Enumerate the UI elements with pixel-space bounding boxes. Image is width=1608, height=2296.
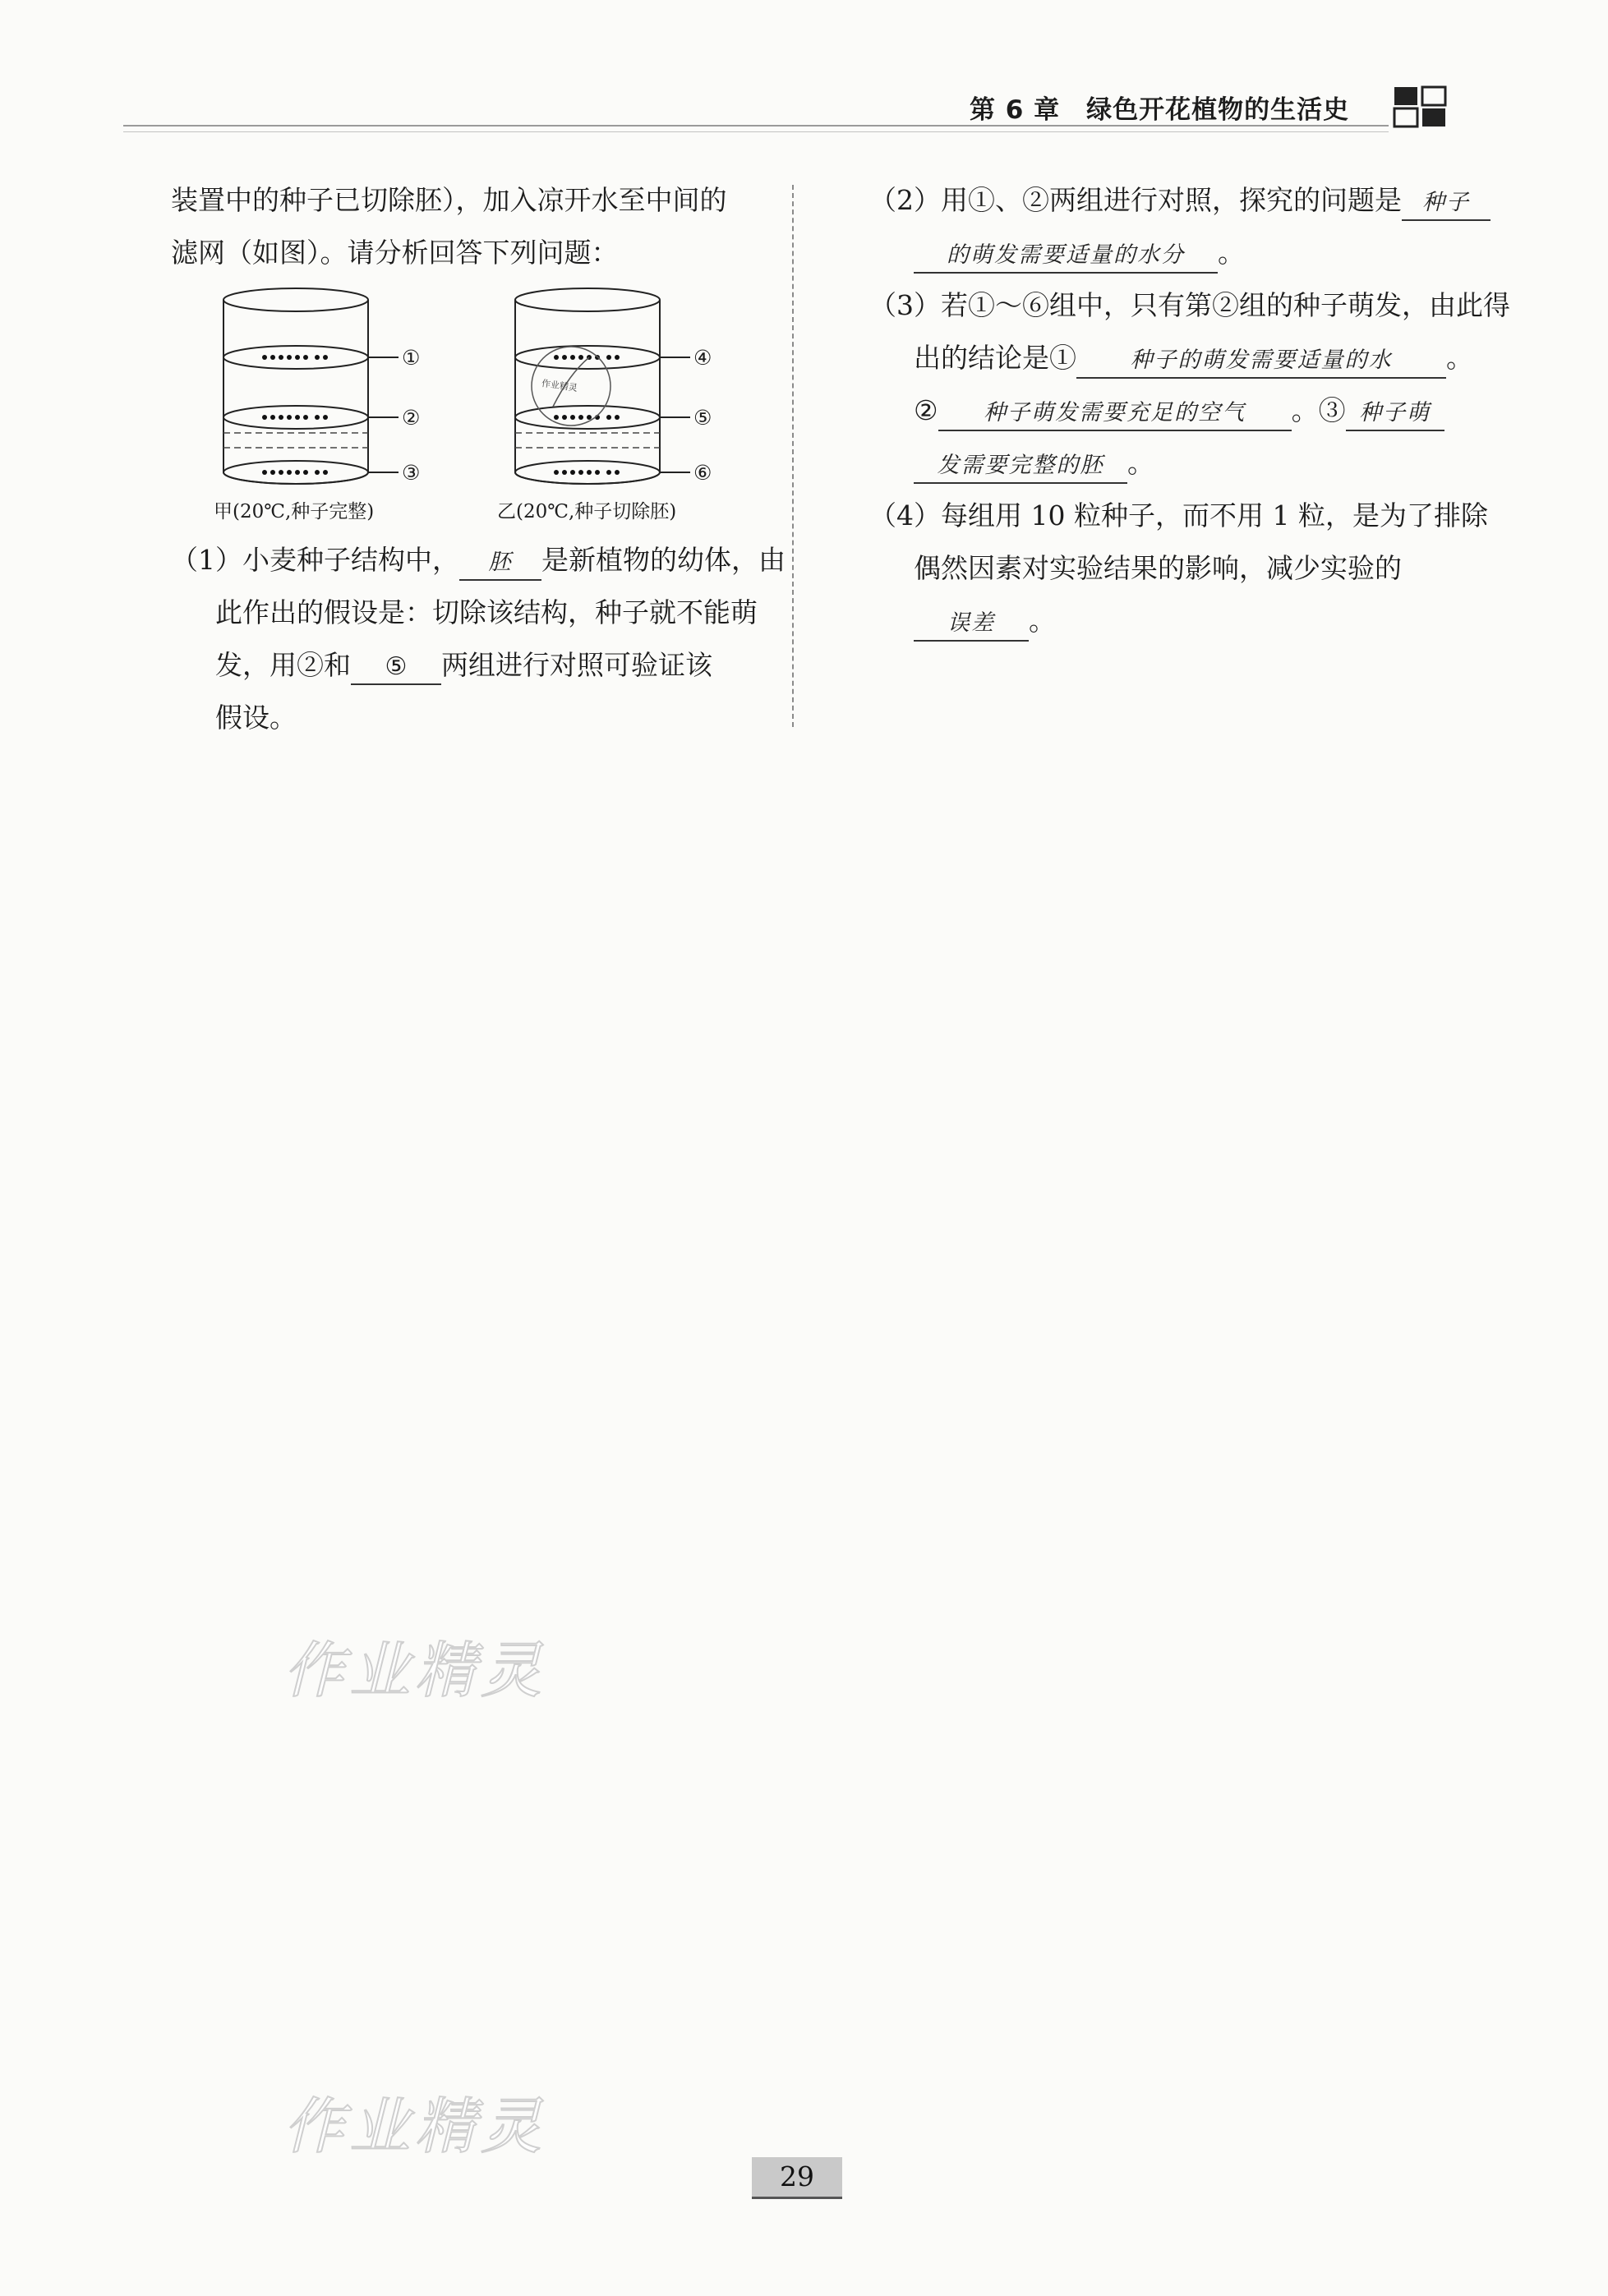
label-5: ⑤ — [693, 406, 712, 430]
header-rule-thin — [123, 131, 1389, 132]
caption-yi: 乙(20℃,种子切除胚) — [497, 501, 677, 522]
label-2: ② — [402, 406, 421, 430]
question-2: （2）用①、②两组进行对照，探究的问题是 种子 — [869, 174, 1469, 227]
answer-3-blank-1[interactable]: 种子的萌发需要适量的水 — [1076, 344, 1446, 379]
intro-line-2: 滤网（如图）。请分析回答下列问题： — [171, 237, 619, 269]
experiment-figure — [210, 283, 735, 530]
label-3: ③ — [402, 461, 421, 485]
label-6: ⑥ — [693, 461, 712, 485]
page-number: 29 — [752, 2157, 842, 2199]
header-rule — [123, 125, 1389, 127]
jar-jia — [214, 288, 420, 522]
answer-4-blank[interactable]: 误差 — [914, 607, 1029, 642]
caption-jia: 甲(20℃,种子完整) — [214, 501, 375, 522]
question-4: （4）每组用 10 粒种子，而不用 1 粒，是为了排除 — [869, 499, 1488, 531]
watermark-2: 作业精灵 — [283, 2091, 546, 2162]
label-1: ① — [402, 346, 421, 370]
answer-1-blank-2[interactable]: ⑤ — [351, 651, 441, 685]
chapter-corner-icon — [1393, 84, 1447, 130]
answer-2-blank-b[interactable]: 的萌发需要适量的水分 — [914, 239, 1218, 274]
answer-1-blank-1[interactable]: 胚 — [459, 546, 541, 581]
right-column: （2）用①、②两组进行对照，探究的问题是 种子 的萌发需要适量的水分 。 （3）若①～⑥组中，只有第②组的种子萌发，由此得 出的结论是① 种子的萌发需要适量的水 。 ② 种子萌发需要充足的空气 。③ 种子萌 发需要完整的胚 。 （4）每组用 10 粒种子，而不用 1 粒，是为了排除 偶然因素对实验结果的影响，减少实验的 误差 。 — [869, 174, 1469, 647]
question-3: （3）若①～⑥组中，只有第②组的种子萌发，由此得 — [869, 289, 1510, 321]
intro-line-1: 装置中的种子已切除胚），加入凉开水至中间的 — [171, 184, 727, 216]
answer-3-blank-2[interactable]: 种子萌发需要充足的空气 — [938, 397, 1292, 431]
question-1: （1）小麦种子结构中， 胚 是新植物的幼体，由 此作出的假设是：切除该结构，种子就不能萌 发，用②和 ⑤ 两组进行对照可验证该 假设。 — [171, 544, 786, 734]
watermark-1: 作业精灵 — [283, 1636, 546, 1706]
answer-3-blank-3b[interactable]: 发需要完整的胚 — [914, 449, 1127, 484]
jar-yi — [497, 288, 712, 522]
answer-3-blank-3a[interactable]: 种子萌 — [1346, 397, 1444, 431]
page-header-title: 第 6 章 绿色开花植物的生活史 — [970, 95, 1350, 125]
column-divider — [792, 185, 794, 727]
svg-text:作业精灵: 作业精灵 — [541, 378, 578, 394]
label-4: ④ — [693, 346, 712, 370]
left-column — [171, 174, 771, 279]
answer-2-blank-a[interactable]: 种子 — [1402, 186, 1491, 221]
